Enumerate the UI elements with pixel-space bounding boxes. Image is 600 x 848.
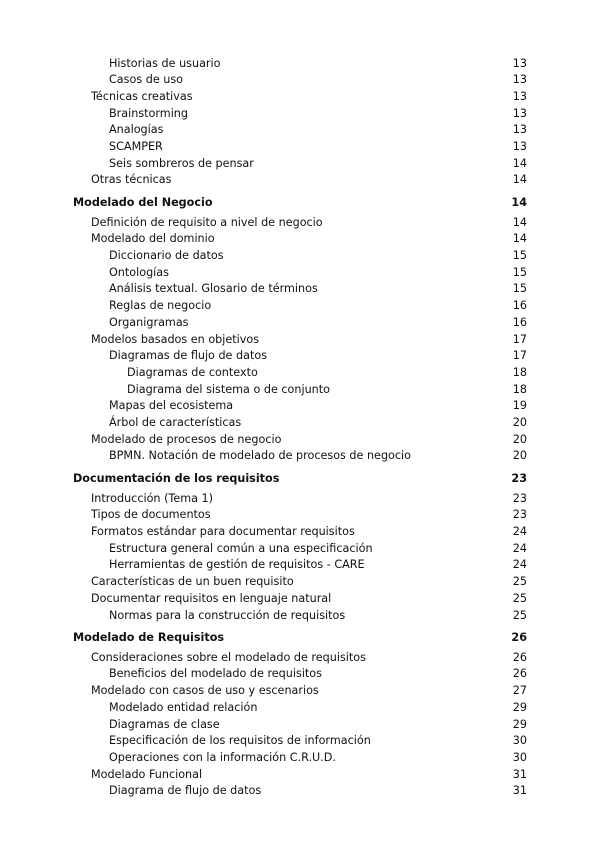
toc-page-number: 30 — [512, 750, 527, 764]
toc-entry-title: Normas para la construcción de requisitos — [109, 608, 346, 622]
toc-page-number: 29 — [512, 700, 527, 714]
toc-entry-title: Diccionario de datos — [109, 249, 224, 262]
toc-page-number: 31 — [512, 767, 527, 781]
toc-entry-title: Reglas de negocio — [109, 299, 212, 313]
toc-entry[interactable] — [0, 297, 600, 314]
toc-entry-title: SCAMPER — [109, 140, 163, 153]
toc-page-number: 14 — [512, 215, 527, 229]
toc-page-number: 20 — [512, 432, 527, 446]
toc-page-number: 23 — [512, 508, 527, 522]
toc-entry[interactable] — [0, 732, 600, 749]
toc-entry[interactable] — [0, 55, 600, 72]
toc-entry-title: Documentar requisitos en lenguaje natural — [91, 591, 332, 605]
toc-entry[interactable] — [0, 414, 600, 431]
toc-entry[interactable] — [0, 331, 600, 348]
toc-page-number: 13 — [512, 106, 527, 120]
toc-entry[interactable] — [0, 766, 600, 783]
toc-entry-title: Mapas del ecosistema — [109, 399, 234, 413]
toc-page-number: 25 — [512, 608, 527, 622]
toc-page-number: 16 — [512, 315, 527, 329]
toc-entry-title: Documentación de los requisitos — [73, 472, 280, 486]
toc-entry-title: Historias de usuario — [109, 56, 221, 70]
toc-entry[interactable] — [0, 364, 600, 381]
toc-entry[interactable] — [0, 665, 600, 682]
toc-section-heading[interactable] — [0, 629, 600, 646]
toc-entry-title: Estructura general común a una especificación — [109, 541, 373, 555]
toc-entry-title: Modelado del Negocio — [73, 196, 213, 210]
toc-page-number: 18 — [512, 382, 527, 396]
toc-entry-title: Análisis textual. Glosario de términos — [109, 282, 318, 296]
toc-page-number: 13 — [512, 140, 527, 153]
toc-page-number: 13 — [512, 89, 527, 103]
toc-entry-title: Introducción (Tema 1) — [91, 491, 214, 505]
toc-entry-title: Técnicas creativas — [91, 89, 193, 103]
toc-entry[interactable] — [0, 280, 600, 297]
toc-entry[interactable] — [0, 88, 600, 105]
toc-entry[interactable] — [0, 749, 600, 766]
toc-entry-title: Definición de requisito a nivel de negocio — [91, 215, 323, 229]
toc-page-number: 17 — [512, 332, 527, 346]
toc-entry[interactable] — [0, 540, 600, 557]
toc-entry-title: Árbol de características — [109, 416, 242, 429]
toc-page-number: 24 — [512, 525, 527, 538]
toc-page-number: 15 — [512, 282, 527, 296]
toc-entry[interactable] — [0, 782, 600, 799]
toc-page-number: 15 — [512, 265, 527, 279]
toc-entry-title: Modelado de procesos de negocio — [91, 432, 282, 446]
toc-page-number: 24 — [512, 541, 527, 555]
toc-entry[interactable] — [0, 490, 600, 507]
toc-entry-title: Casos de uso — [109, 73, 184, 87]
toc-entry[interactable] — [0, 649, 600, 666]
toc-entry[interactable] — [0, 214, 600, 231]
toc-entry-title: Brainstorming — [109, 106, 188, 120]
toc-entry[interactable] — [0, 264, 600, 281]
toc-entry[interactable] — [0, 314, 600, 331]
toc-page-number: 19 — [512, 399, 527, 413]
toc-entry-title: Características de un buen requisito — [91, 575, 294, 589]
toc-entry-title: Tipos de documentos — [91, 508, 211, 522]
toc-entry-title: Diagramas de flujo de datos — [109, 349, 268, 363]
toc-section-heading[interactable] — [0, 194, 600, 211]
toc-page-number: 24 — [512, 558, 527, 572]
toc-entry-title: Diagrama del sistema o de conjunto — [127, 382, 330, 396]
toc-page-number: 18 — [512, 365, 527, 379]
toc-entry[interactable] — [0, 138, 600, 155]
toc-entry[interactable] — [0, 556, 600, 573]
toc-page-number: 26 — [512, 667, 527, 681]
toc-entry[interactable] — [0, 682, 600, 699]
toc-page-number: 14 — [512, 232, 527, 246]
toc-entry[interactable] — [0, 347, 600, 364]
toc-page-number: 26 — [512, 650, 527, 664]
toc-page-number: 27 — [512, 684, 527, 698]
toc-page-number: 13 — [512, 123, 527, 137]
toc-page-number: 25 — [512, 575, 527, 589]
toc-entry-title: Consideraciones sobre el modelado de requisitos — [91, 650, 366, 664]
toc-entry[interactable] — [0, 71, 600, 88]
toc-entry[interactable] — [0, 397, 600, 414]
toc-page-number: 23 — [511, 472, 527, 486]
toc-entry-title: Diagramas de clase — [109, 717, 220, 731]
toc-page-number: 16 — [512, 299, 527, 313]
toc-page-number: 14 — [512, 173, 527, 187]
toc-entry-title: Modelado del dominio — [91, 232, 215, 246]
toc-entry-title: Modelos basados en objetivos — [91, 332, 260, 346]
toc-entry[interactable] — [0, 573, 600, 590]
toc-page-number: 26 — [511, 631, 527, 645]
toc-entry[interactable] — [0, 105, 600, 122]
toc-entry[interactable] — [0, 171, 600, 188]
toc-entry[interactable] — [0, 590, 600, 607]
toc-entry[interactable] — [0, 431, 600, 448]
toc-page-number: 29 — [512, 717, 527, 731]
toc-page-number: 25 — [512, 591, 527, 605]
toc-entry-title: Modelado entidad relación — [109, 700, 258, 714]
toc-page-number: 30 — [512, 734, 527, 748]
toc-entry-title: Modelado Funcional — [91, 767, 203, 781]
toc-entry[interactable] — [0, 247, 600, 264]
toc-page-number: 14 — [512, 156, 527, 170]
toc-entry-title: Beneficios del modelado de requisitos — [109, 667, 322, 681]
toc-entry-title: Operaciones con la información C.R.U.D. — [109, 750, 336, 764]
toc-page-number: 14 — [511, 196, 527, 210]
toc-entry-title: Modelado de Requisitos — [73, 631, 225, 645]
toc-page-number: 13 — [512, 56, 527, 70]
toc-entry[interactable] — [0, 607, 600, 624]
toc-entry[interactable] — [0, 523, 600, 540]
toc-entry[interactable] — [0, 230, 600, 247]
toc-entry-title: BPMN. Notación de modelado de procesos de negocio — [109, 449, 411, 463]
toc-entry[interactable] — [0, 121, 600, 138]
toc-page-number: 20 — [512, 416, 527, 429]
toc-entry[interactable] — [0, 716, 600, 733]
toc-entry-title: Formatos estándar para documentar requisitos — [91, 525, 355, 538]
toc-entry-title: Herramientas de gestión de requisitos - CARE — [109, 558, 365, 572]
toc-entry-title: Especificación de los requisitos de información — [109, 734, 371, 748]
toc-entry[interactable] — [0, 699, 600, 716]
toc-entry-title: Diagramas de contexto — [127, 365, 258, 379]
toc-entry-title: Ontologías — [109, 265, 169, 279]
toc-page-number: 31 — [512, 784, 527, 798]
toc-page-number: 23 — [512, 491, 527, 505]
toc-entry-title: Diagrama de flujo de datos — [109, 784, 262, 798]
toc-entry-title: Modelado con casos de uso y escenarios — [91, 684, 319, 698]
toc-entry[interactable] — [0, 506, 600, 523]
toc-entry[interactable] — [0, 447, 600, 464]
toc-entry-title: Analogías — [109, 123, 164, 137]
toc-section-heading[interactable] — [0, 470, 600, 487]
toc-entry-title: Organigramas — [109, 315, 189, 329]
toc-page-number: 13 — [512, 73, 527, 87]
toc-page-number: 15 — [512, 249, 527, 262]
toc-entry[interactable] — [0, 381, 600, 398]
toc-page-number: 17 — [512, 349, 527, 363]
toc-entry[interactable] — [0, 155, 600, 172]
toc-entry-title: Otras técnicas — [91, 173, 172, 187]
toc-entry-title: Seis sombreros de pensar — [109, 156, 254, 170]
toc-page-number: 20 — [512, 449, 527, 463]
